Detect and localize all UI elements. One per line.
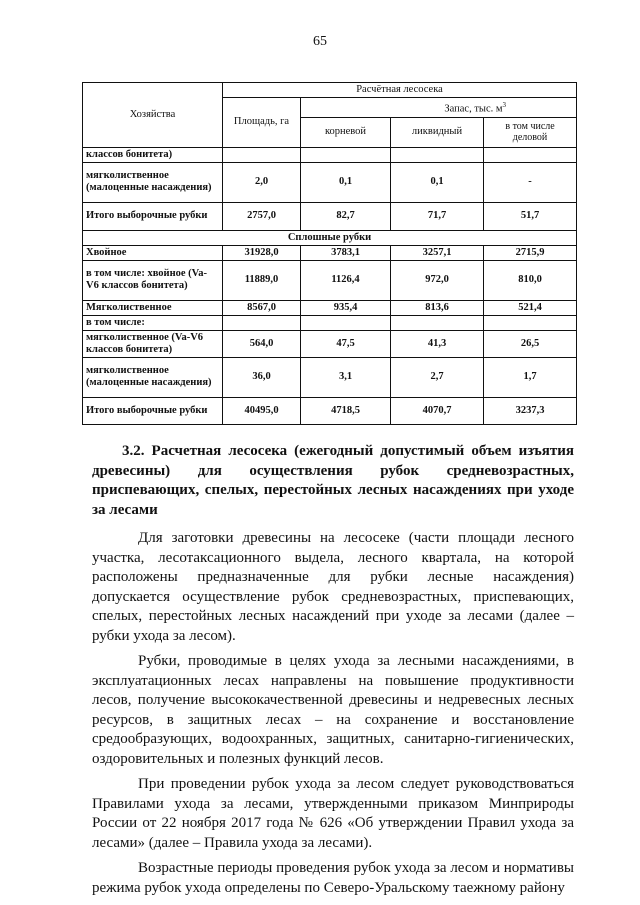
cell-area: 11889,0 [223,260,301,300]
cell-liquid: 3257,1 [391,245,484,260]
cell-business [484,315,577,330]
cell-liquid: 0,1 [391,162,484,202]
cell-root: 1126,4 [301,260,391,300]
page-number: 65 [313,34,327,49]
row-label: Итого выборочные рубки [83,202,223,230]
cell-area [223,147,301,162]
cell-root: 3,1 [301,357,391,397]
row-label: в том числе: [83,315,223,330]
cell-liquid: 813,6 [391,300,484,315]
row-label: мягколиственное (малоценные насаждения) [83,357,223,397]
section-clear-cuts: Сплошные рубки [83,230,577,245]
table-row [83,147,577,162]
cell-business [484,147,577,162]
table-row [83,300,577,315]
header-group-title: Расчётная лесосека [223,83,577,98]
row-label: классов бонитета) [83,147,223,162]
cell-business: - [484,162,577,202]
cell-root [301,147,391,162]
cell-business: 51,7 [484,202,577,230]
header-stock-label: Запас, тыс. м [444,103,503,115]
table-row [83,315,577,330]
table-row [83,260,577,300]
cell-root: 82,7 [301,202,391,230]
header-area: Площадь, га [223,98,301,148]
cell-root: 935,4 [301,300,391,315]
row-label: Итого выборочные рубки [83,397,223,424]
paragraph: Рубки, проводимые в целях ухода за лесными насаждениями, в эксплуатационных лесах направлены на повышение продуктивности лесов, получение высококачественной древесины и недревесных лесных ресурсов, в защитных лесах – на сохранение и восстановление средообразующих, водоохранных, защитных, санитарно-гигиенических, оздоровительных и полезных функций лесов. [92,653,574,767]
row-label: Хвойное [83,245,223,260]
cell-area: 40495,0 [223,397,301,424]
header-liquid: ликвидный [391,117,484,147]
cell-root [301,315,391,330]
table-row [83,330,577,357]
header-stock-sup: 3 [502,101,507,109]
cell-area: 2,0 [223,162,301,202]
table-row [83,202,577,230]
table-row [83,162,577,202]
cell-root: 4718,5 [301,397,391,424]
cell-liquid: 4070,7 [391,397,484,424]
cell-area: 8567,0 [223,300,301,315]
cell-business: 1,7 [484,357,577,397]
cell-liquid: 71,7 [391,202,484,230]
cell-area [223,315,301,330]
cell-root: 3783,1 [301,245,391,260]
cell-business: 26,5 [484,330,577,357]
table-row [83,397,577,424]
row-label: мягколиственное (Va-V6 классов бонитета) [83,330,223,357]
paragraph: При проведении рубок ухода за лесом следует руководствоваться Правилами ухода за лесами, утвержденными приказом Минприроды России от 22 ноября 2017 года № 626 «Об утверждении Правил ухода за лесами» (далее – Правила ухода за лесами). [92,776,574,851]
header-owner: Хозяйства [83,83,223,148]
cell-area: 564,0 [223,330,301,357]
body-text [92,529,574,904]
row-label: в том числе: хвойное (Va-V6 классов бонитета) [83,260,223,300]
cell-liquid: 2,7 [391,357,484,397]
cell-business: 810,0 [484,260,577,300]
cell-liquid: 972,0 [391,260,484,300]
cell-liquid: 41,3 [391,330,484,357]
header-business: в том числе деловой [484,117,577,147]
header-root: корневой [301,117,391,147]
section-title: 3.2. Расчетная лесосека (ежегодный допустимый объем изъятия древесины) для осуществления рубок средневозрастных, приспевающих, спелых, перестойных лесных насаждениях при уходе за лесами [92,443,574,518]
row-label: мягколиственное (малоценные насаждения) [83,162,223,202]
row-label: Мягколиственное [83,300,223,315]
cell-root: 0,1 [301,162,391,202]
cell-liquid [391,315,484,330]
table-row [83,357,577,397]
cell-liquid [391,147,484,162]
table-row [83,245,577,260]
paragraph: Для заготовки древесины на лесосеке (части площади лесного участка, лесотаксационного выдела, лесного квартала, на которой расположены предназначенные для рубки лесные насаждения) допускается осуществление рубок средневозрастных, приспевающих, спелых, перестойных лесных насаждений при уходе за лесами (далее – рубки ухода за лесом). [92,530,574,644]
cell-business: 3237,3 [484,397,577,424]
cell-business: 521,4 [484,300,577,315]
cell-business: 2715,9 [484,245,577,260]
cell-area: 2757,0 [223,202,301,230]
paragraph: Возрастные периоды проведения рубок ухода за лесом и нормативы режима рубок ухода определены по Северо-Уральскому таежному району [92,860,574,896]
cell-area: 36,0 [223,357,301,397]
header-stock [301,98,577,118]
cell-root: 47,5 [301,330,391,357]
cell-area: 31928,0 [223,245,301,260]
forest-cutting-table [82,82,577,425]
